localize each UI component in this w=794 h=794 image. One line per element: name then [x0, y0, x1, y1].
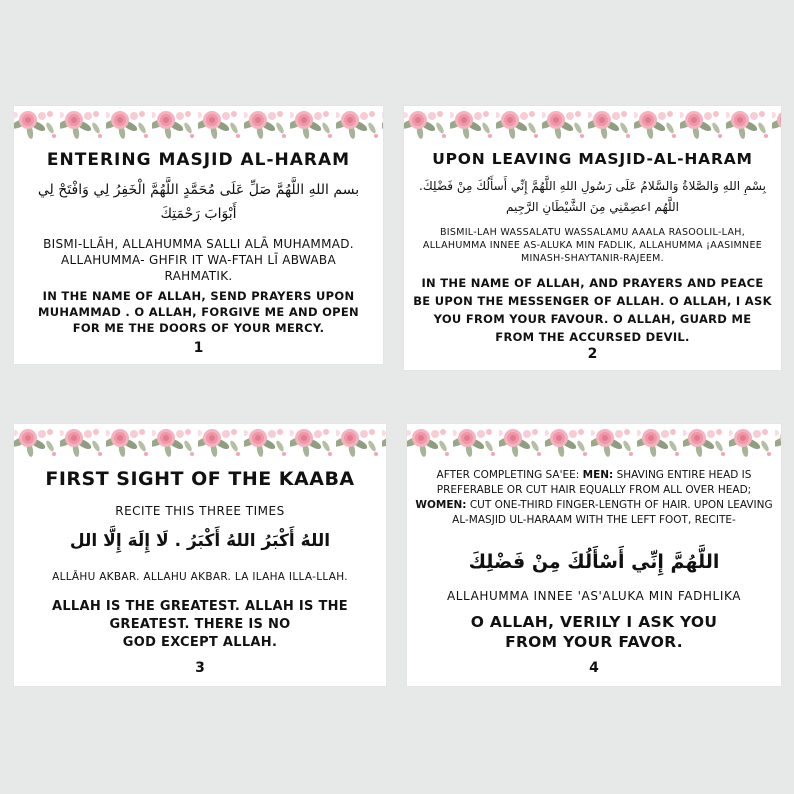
card-number: 4 — [589, 660, 599, 676]
english-translation-line-3: GOD EXCEPT ALLAH. — [122, 635, 278, 650]
english-translation: IN THE NAME OF ALLAH, AND PRAYERS AND PEACE BE UPON THE MESSENGER OF ALLAH. O ALLAH, I ASK YOU FROM YOUR FAVOUR. O ALLAH, GUARD ME FROM THE ACCURSED DEVIL. — [413, 276, 772, 344]
transliteration: BISMI-LLĀH, ALLAHUMMA SALLI ALĀ MUHAMMAD. ALLAHUMMA- GHFIR IT WA-FTAH LĪ ABWABA RAHMATIK. — [43, 237, 354, 283]
instructions-intro: AFTER COMPLETING SA'EE: — [436, 469, 580, 481]
arabic-dua: اللهُ أَكْبَرُ اللهُ أَكْبَرُ . لَا إِلَهَ إِلَّا الل — [69, 531, 331, 551]
women-label: WOMEN: — [415, 499, 467, 511]
men-label: MEN: — [582, 469, 614, 481]
card-after-saee — [407, 424, 781, 686]
men-instructions: SHAVING ENTIRE HEAD IS PREFERABLE OR CUT HAIR EQUALLY FROM ALL OVER HEAD; — [436, 469, 752, 496]
transliteration: BISMIL-LAH WASSALATU WASSALAMU AAALA RASOOLIL-LAH, ALLAHUMMA INNEE AS-ALUKA MIN FADLIK, ALLAHUMMA ¡AASIMNEE MINASH-SHAYTANIR-RAJEEM. — [422, 227, 763, 264]
card-number: 2 — [587, 346, 598, 362]
card-number: 3 — [195, 660, 205, 676]
card-number: 1 — [193, 340, 204, 356]
arabic-dua: اللَّهُمَّ إِنِّي أَسْأَلُكَ مِنْ فَضْلِكَ — [468, 551, 720, 573]
floral-border — [404, 106, 781, 144]
english-translation-line-2: GREATEST. THERE IS NO — [109, 617, 291, 632]
floral-border — [14, 424, 386, 462]
women-instructions: CUT ONE-THIRD FINGER-LENGTH OF HAIR. UPON LEAVING AL-MASJID UL-HARAAM WITH THE LEFT FOOT, RECITE- — [452, 499, 773, 526]
floral-border — [14, 106, 383, 144]
card-first-sight-kaaba — [14, 424, 386, 686]
english-translation: IN THE NAME OF ALLAH, SEND PRAYERS UPON MUHAMMAD . O ALLAH, FORGIVE ME AND OPEN FOR ME THE DOORS OF YOUR MERCY. — [38, 289, 359, 335]
arabic-dua: بِسْمِ اللهِ وَالصَّلاةُ وَالسَّلامُ عَلَى رَسُولِ اللهِ اللَّهُمَّ إِنِّي أَسأَلُكَ مِنْ فَضْلِكَ. اللَّهُم اعصِمْنِي مِنَ الشَّيْطَانِ الرَّجِيم — [419, 179, 766, 214]
transliteration: ALLĀHU AKBAR. ALLAHU AKBAR. LA ILAHA ILLA-LLAH. — [52, 571, 348, 583]
floral-border — [407, 424, 781, 462]
transliteration: ALLAHUMMA INNEE 'AS'ALUKA MIN FADHLIKA — [446, 589, 742, 603]
recite-instruction: RECITE THIS THREE TIMES — [115, 504, 285, 518]
card-title: ENTERING MASJID AL-HARAM — [46, 150, 351, 170]
instructions — [413, 468, 775, 528]
english-translation-line-1: O ALLAH, VERILY I ASK YOU — [470, 613, 718, 631]
card-leaving-masjid — [404, 106, 781, 370]
arabic-dua: بسم اللهِ اللَّهُمَّ صَلِّ عَلَى مُحَمَّدٍ اللَّهُمَّ الْخَفِرُ لِي وَافْتَحْ لِي أَبْوَابَ رَحْمَتِكَ — [37, 182, 360, 222]
card-title: FIRST SIGHT OF THE KAABA — [45, 468, 355, 490]
english-translation-line-2: FROM YOUR FAVOR. — [505, 633, 683, 651]
english-translation-line-1: ALLAH IS THE GREATEST. ALLAH IS THE — [51, 599, 348, 614]
card-entering-masjid — [14, 106, 383, 364]
card-title: UPON LEAVING MASJID-AL-HARAM — [432, 150, 753, 168]
